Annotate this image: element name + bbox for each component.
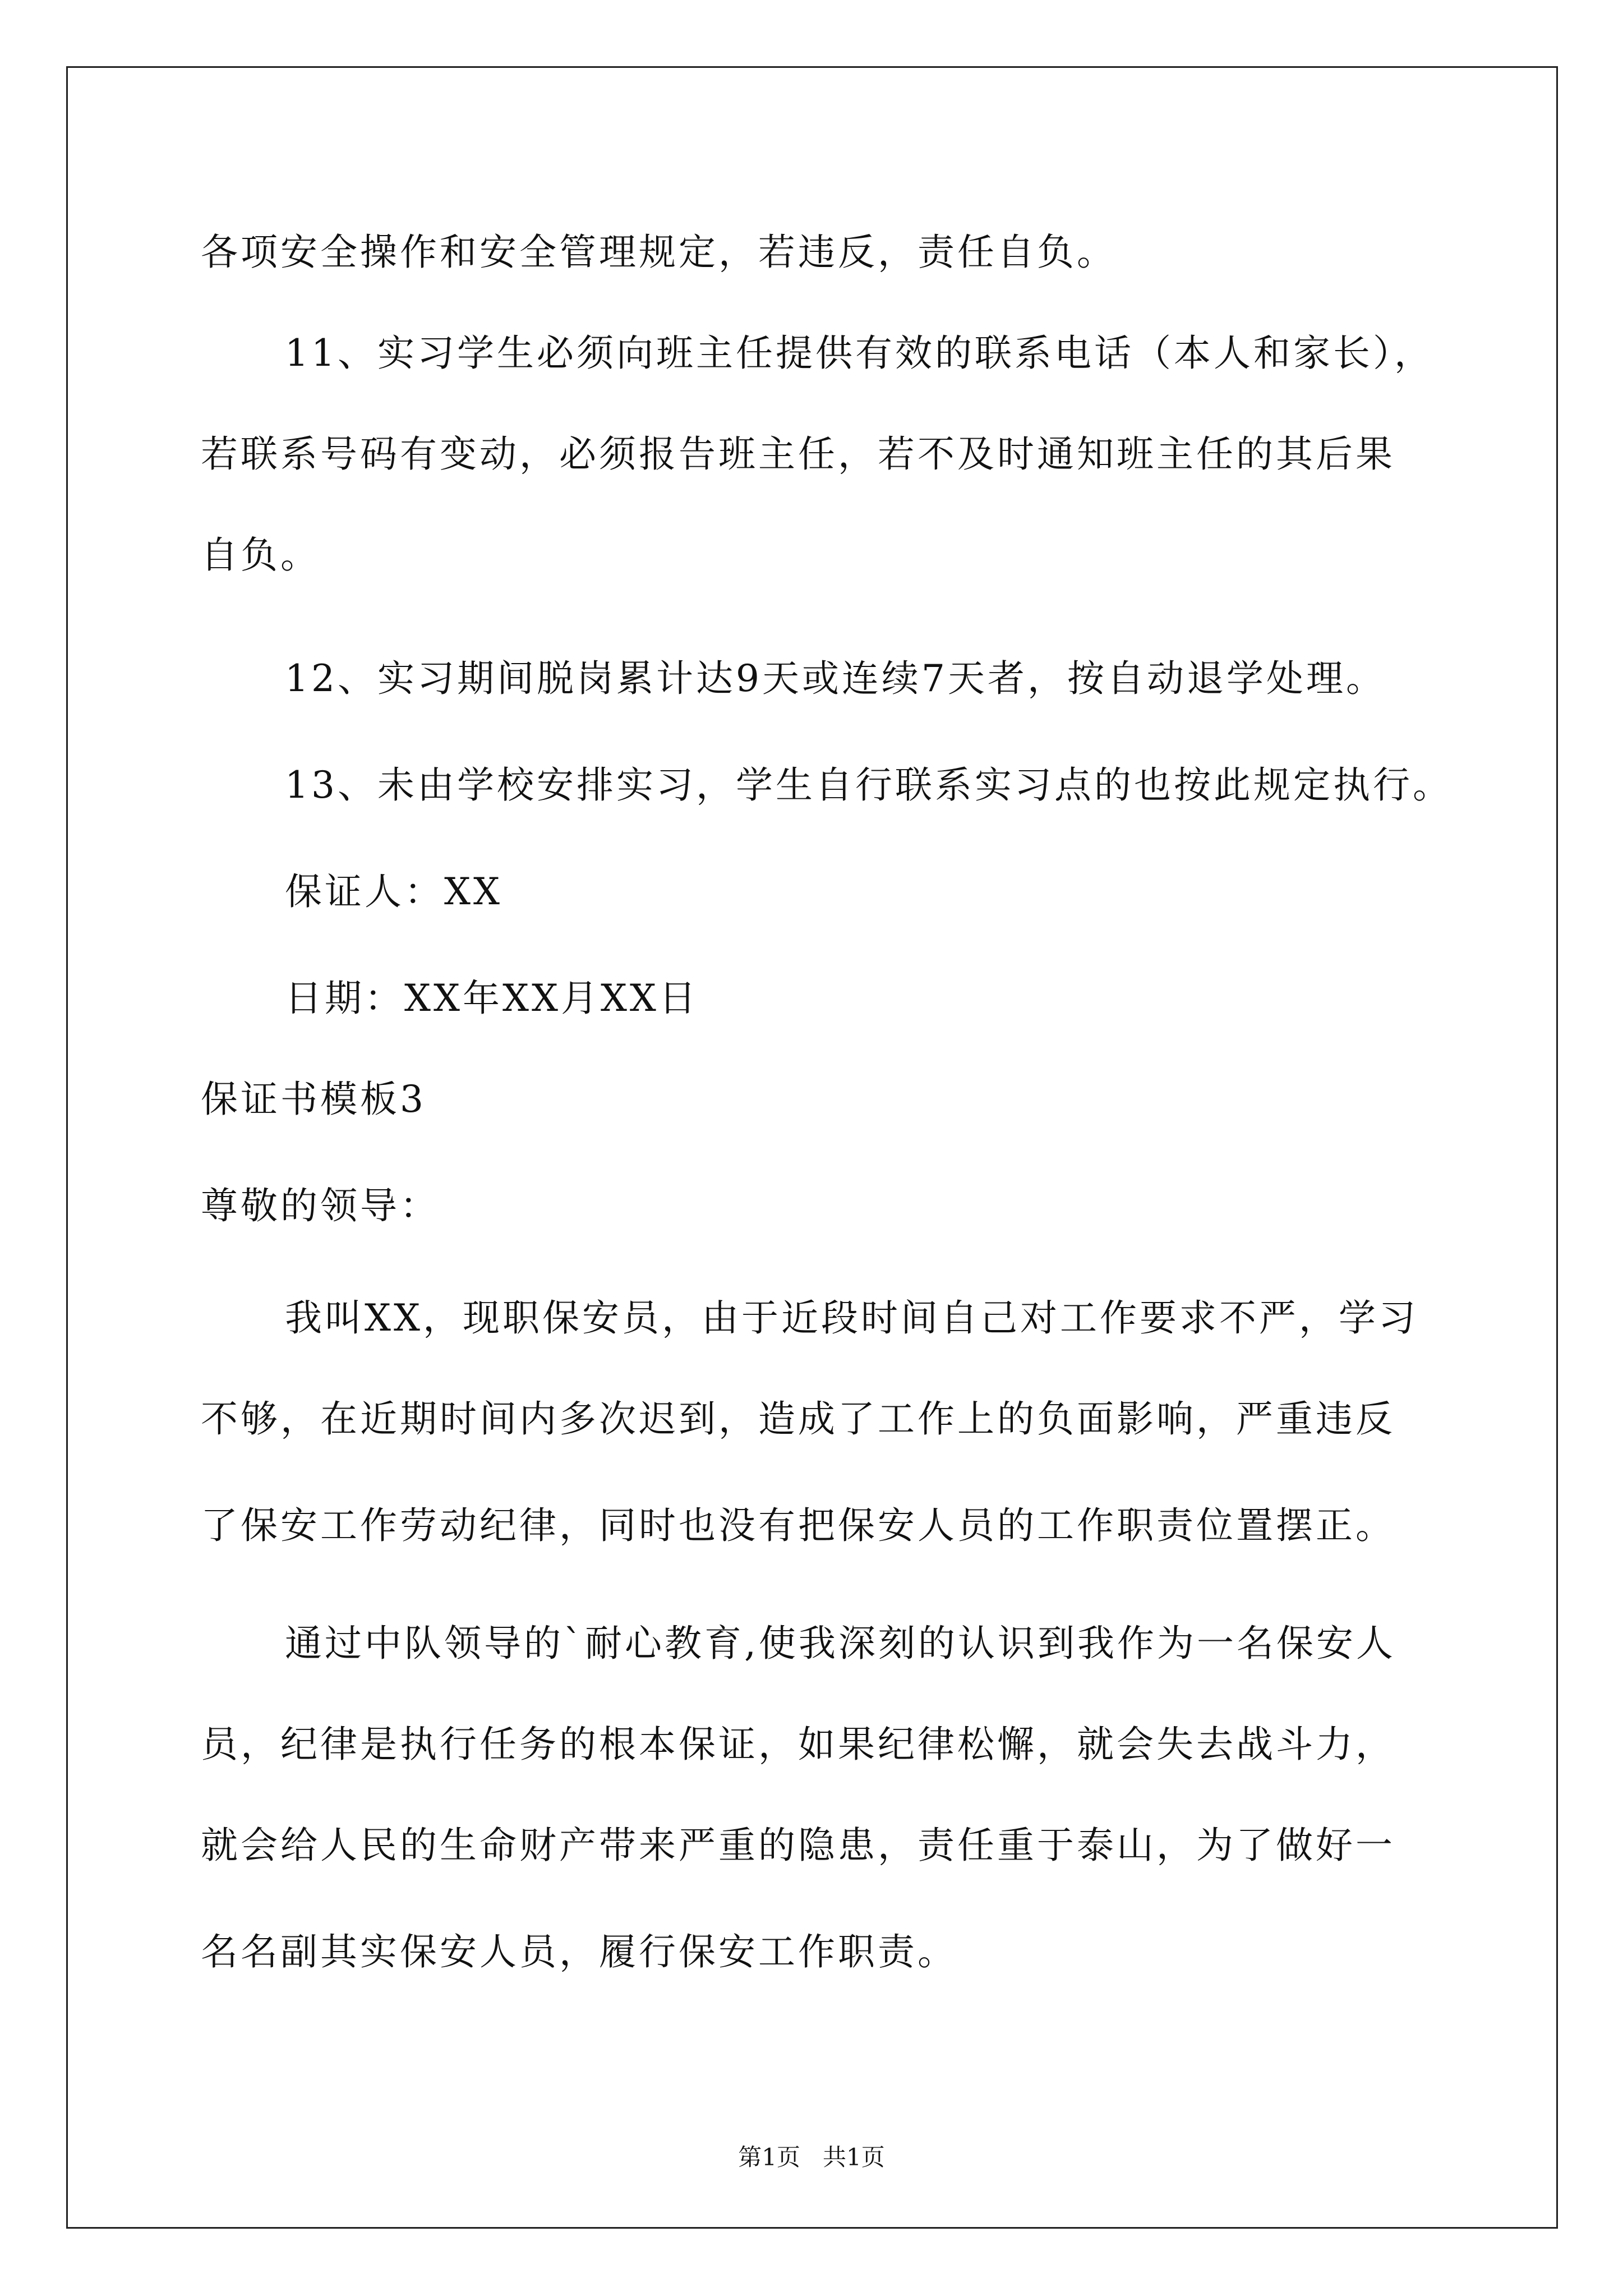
text-line: 12、实习期间脱岗累计达9天或连续7天者，按自动退学处理。	[285, 657, 1386, 700]
text-line: 就会给人民的生命财产带来严重的隐患，责任重于泰山，为了做好一	[201, 1824, 1395, 1867]
signatory-line: 保证人：XX	[285, 870, 502, 913]
text-line: 自负。	[201, 533, 320, 577]
salutation: 尊敬的领导：	[201, 1184, 440, 1227]
text-line: 13、未由学校安排实习，学生自行联系实习点的也按此规定执行。	[285, 763, 1453, 807]
text-line: 名名副其实保安人员，履行保安工作职责。	[201, 1930, 957, 1973]
text-line: 各项安全操作和安全管理规定，若违反，责任自负。	[201, 231, 1117, 274]
text-line: 员，纪律是执行任务的根本保证，如果纪律松懈，就会失去战斗力，	[201, 1723, 1395, 1766]
page-border	[66, 66, 1558, 2229]
text-line: 若联系号码有变动，必须报告班主任，若不及时通知班主任的其后果	[201, 432, 1395, 476]
text-line: 通过中队领导的`耐心教育,使我深刻的认识到我作为一名保安人	[285, 1622, 1396, 1665]
page-number-footer: 第1页 共1页	[738, 2143, 885, 2171]
text-line: 了保安工作劳动纪律，同时也没有把保安人员的工作职责位置摆正。	[201, 1504, 1395, 1547]
text-line: 不够，在近期时间内多次迟到，造成了工作上的负面影响，严重违反	[201, 1397, 1395, 1441]
text-line: 我叫XX，现职保安员，由于近段时间自己对工作要求不严，学习	[285, 1296, 1418, 1340]
date-line: 日期：XX年XX月XX日	[285, 977, 699, 1020]
section-title: 保证书模板3	[201, 1078, 426, 1121]
text-line: 11、实习学生必须向班主任提供有效的联系电话（本人和家长），	[285, 332, 1434, 375]
